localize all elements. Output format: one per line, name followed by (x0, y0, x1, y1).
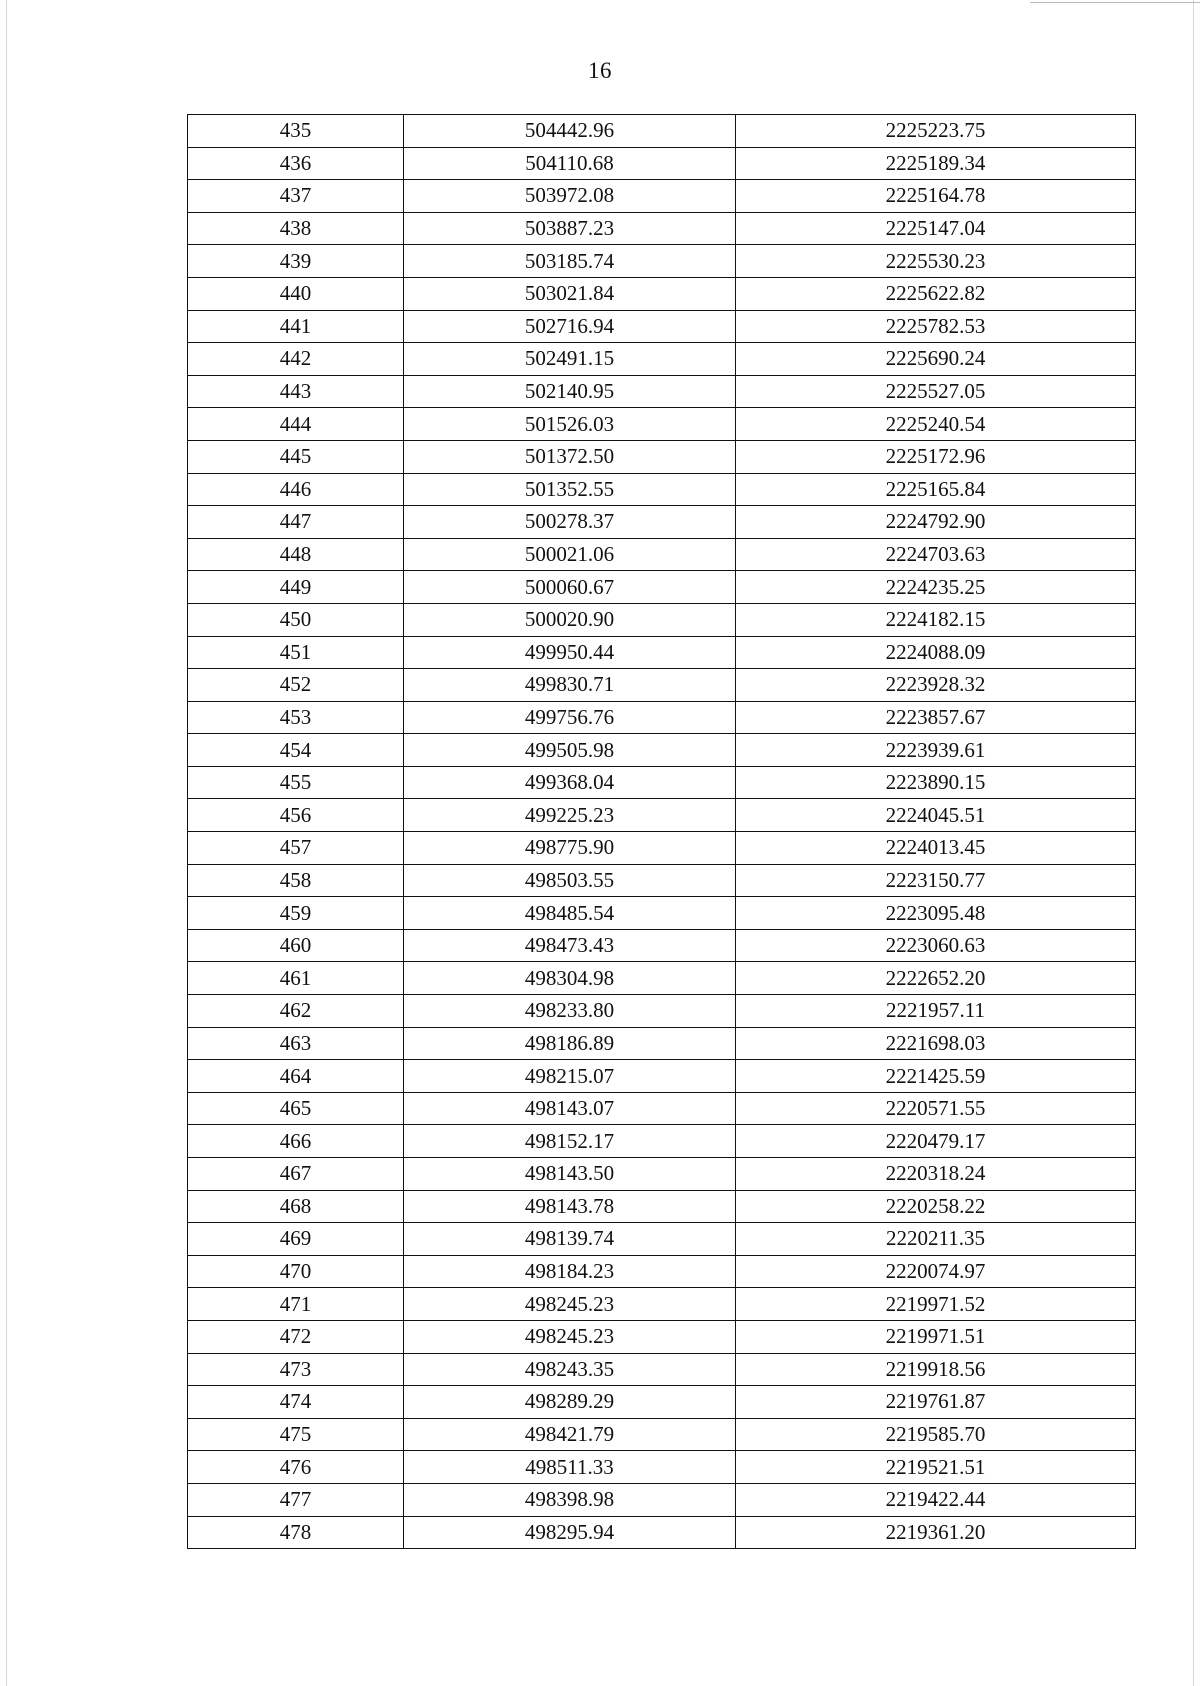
point-number-cell: 442 (188, 343, 404, 376)
table-row (188, 1223, 1136, 1256)
point-number-cell: 447 (188, 506, 404, 539)
y-coordinate-cell: 2225240.54 (736, 408, 1136, 441)
x-coordinate-cell: 500060.67 (404, 571, 736, 604)
x-coordinate-cell: 499225.23 (404, 799, 736, 832)
point-number-cell: 469 (188, 1223, 404, 1256)
y-coordinate-cell: 2225164.78 (736, 180, 1136, 213)
point-number-cell: 435 (188, 115, 404, 148)
y-coordinate-cell: 2224792.90 (736, 506, 1136, 539)
y-coordinate-cell: 2221698.03 (736, 1027, 1136, 1060)
point-number-cell: 466 (188, 1125, 404, 1158)
table-row (188, 277, 1136, 310)
y-coordinate-cell: 2223060.63 (736, 929, 1136, 962)
table-row (188, 408, 1136, 441)
table-row (188, 1125, 1136, 1158)
point-number-cell: 475 (188, 1418, 404, 1451)
y-coordinate-cell: 2220479.17 (736, 1125, 1136, 1158)
x-coordinate-cell: 498289.29 (404, 1386, 736, 1419)
x-coordinate-cell: 499368.04 (404, 766, 736, 799)
x-coordinate-cell: 498245.23 (404, 1320, 736, 1353)
y-coordinate-cell: 2225690.24 (736, 343, 1136, 376)
y-coordinate-cell: 2225530.23 (736, 245, 1136, 278)
table-row (188, 147, 1136, 180)
table-row (188, 799, 1136, 832)
point-number-cell: 458 (188, 864, 404, 897)
x-coordinate-cell: 498421.79 (404, 1418, 736, 1451)
y-coordinate-cell: 2220571.55 (736, 1092, 1136, 1125)
y-coordinate-cell: 2222652.20 (736, 962, 1136, 995)
point-number-cell: 463 (188, 1027, 404, 1060)
x-coordinate-cell: 499756.76 (404, 701, 736, 734)
y-coordinate-cell: 2225189.34 (736, 147, 1136, 180)
y-coordinate-cell: 2225782.53 (736, 310, 1136, 343)
y-coordinate-cell: 2225147.04 (736, 212, 1136, 245)
x-coordinate-cell: 498775.90 (404, 832, 736, 865)
table-row (188, 1027, 1136, 1060)
point-number-cell: 443 (188, 375, 404, 408)
point-number-cell: 444 (188, 408, 404, 441)
x-coordinate-cell: 498186.89 (404, 1027, 736, 1060)
x-coordinate-cell: 500278.37 (404, 506, 736, 539)
point-number-cell: 470 (188, 1255, 404, 1288)
table-row (188, 1386, 1136, 1419)
table-row (188, 995, 1136, 1028)
y-coordinate-cell: 2224045.51 (736, 799, 1136, 832)
x-coordinate-cell: 501352.55 (404, 473, 736, 506)
x-coordinate-cell: 504442.96 (404, 115, 736, 148)
point-number-cell: 474 (188, 1386, 404, 1419)
x-coordinate-cell: 499830.71 (404, 669, 736, 702)
point-number-cell: 437 (188, 180, 404, 213)
table-row (188, 832, 1136, 865)
x-coordinate-cell: 502140.95 (404, 375, 736, 408)
x-coordinate-cell: 502716.94 (404, 310, 736, 343)
table-row (188, 1158, 1136, 1191)
table-row (188, 180, 1136, 213)
table-row (188, 310, 1136, 343)
scan-edge-right (1193, 0, 1194, 1686)
y-coordinate-cell: 2220318.24 (736, 1158, 1136, 1191)
x-coordinate-cell: 501372.50 (404, 440, 736, 473)
table-row (188, 245, 1136, 278)
table-row (188, 636, 1136, 669)
table-row (188, 115, 1136, 148)
table-row (188, 1483, 1136, 1516)
y-coordinate-cell: 2223150.77 (736, 864, 1136, 897)
point-number-cell: 438 (188, 212, 404, 245)
y-coordinate-cell: 2219971.51 (736, 1320, 1136, 1353)
y-coordinate-cell: 2225622.82 (736, 277, 1136, 310)
x-coordinate-cell: 503972.08 (404, 180, 736, 213)
table-row (188, 929, 1136, 962)
table-row (188, 897, 1136, 930)
table-row (188, 766, 1136, 799)
point-number-cell: 460 (188, 929, 404, 962)
y-coordinate-cell: 2219585.70 (736, 1418, 1136, 1451)
point-number-cell: 478 (188, 1516, 404, 1549)
y-coordinate-cell: 2223890.15 (736, 766, 1136, 799)
point-number-cell: 476 (188, 1451, 404, 1484)
point-number-cell: 465 (188, 1092, 404, 1125)
table-row (188, 864, 1136, 897)
point-number-cell: 452 (188, 669, 404, 702)
point-number-cell: 441 (188, 310, 404, 343)
x-coordinate-cell: 500020.90 (404, 603, 736, 636)
point-number-cell: 445 (188, 440, 404, 473)
y-coordinate-cell: 2219971.52 (736, 1288, 1136, 1321)
x-coordinate-cell: 498215.07 (404, 1060, 736, 1093)
x-coordinate-cell: 498398.98 (404, 1483, 736, 1516)
x-coordinate-cell: 498143.78 (404, 1190, 736, 1223)
x-coordinate-cell: 503185.74 (404, 245, 736, 278)
y-coordinate-cell: 2224235.25 (736, 571, 1136, 604)
table-row (188, 1320, 1136, 1353)
point-number-cell: 436 (188, 147, 404, 180)
y-coordinate-cell: 2223928.32 (736, 669, 1136, 702)
table-row (188, 1288, 1136, 1321)
x-coordinate-cell: 498152.17 (404, 1125, 736, 1158)
x-coordinate-cell: 498304.98 (404, 962, 736, 995)
point-number-cell: 477 (188, 1483, 404, 1516)
x-coordinate-cell: 498139.74 (404, 1223, 736, 1256)
y-coordinate-cell: 2223857.67 (736, 701, 1136, 734)
point-number-cell: 448 (188, 538, 404, 571)
y-coordinate-cell: 2219361.20 (736, 1516, 1136, 1549)
table-row (188, 701, 1136, 734)
y-coordinate-cell: 2219521.51 (736, 1451, 1136, 1484)
table-row (188, 1092, 1136, 1125)
page-number: 16 (588, 58, 612, 83)
point-number-cell: 468 (188, 1190, 404, 1223)
y-coordinate-cell: 2219422.44 (736, 1483, 1136, 1516)
table-row (188, 1418, 1136, 1451)
table-row (188, 212, 1136, 245)
y-coordinate-cell: 2220074.97 (736, 1255, 1136, 1288)
point-number-cell: 456 (188, 799, 404, 832)
y-coordinate-cell: 2225527.05 (736, 375, 1136, 408)
y-coordinate-cell: 2224088.09 (736, 636, 1136, 669)
x-coordinate-cell: 498473.43 (404, 929, 736, 962)
table-row (188, 669, 1136, 702)
y-coordinate-cell: 2220211.35 (736, 1223, 1136, 1256)
x-coordinate-cell: 498503.55 (404, 864, 736, 897)
point-number-cell: 473 (188, 1353, 404, 1386)
point-number-cell: 471 (188, 1288, 404, 1321)
table-row (188, 962, 1136, 995)
point-number-cell: 453 (188, 701, 404, 734)
y-coordinate-cell: 2224182.15 (736, 603, 1136, 636)
point-number-cell: 459 (188, 897, 404, 930)
x-coordinate-cell: 504110.68 (404, 147, 736, 180)
point-number-cell: 454 (188, 734, 404, 767)
x-coordinate-cell: 498485.54 (404, 897, 736, 930)
coordinate-table-body (188, 115, 1136, 1549)
scan-edge-left (6, 0, 7, 1686)
y-coordinate-cell: 2223939.61 (736, 734, 1136, 767)
x-coordinate-cell: 498233.80 (404, 995, 736, 1028)
y-coordinate-cell: 2221425.59 (736, 1060, 1136, 1093)
scan-edge-top (1030, 2, 1200, 3)
table-row (188, 343, 1136, 376)
point-number-cell: 451 (188, 636, 404, 669)
coordinate-table (187, 114, 1136, 1549)
table-row (188, 440, 1136, 473)
point-number-cell: 464 (188, 1060, 404, 1093)
x-coordinate-cell: 503887.23 (404, 212, 736, 245)
y-coordinate-cell: 2224703.63 (736, 538, 1136, 571)
point-number-cell: 462 (188, 995, 404, 1028)
x-coordinate-cell: 500021.06 (404, 538, 736, 571)
x-coordinate-cell: 503021.84 (404, 277, 736, 310)
table-row (188, 1451, 1136, 1484)
table-row (188, 1516, 1136, 1549)
table-row (188, 1060, 1136, 1093)
table-row (188, 603, 1136, 636)
point-number-cell: 446 (188, 473, 404, 506)
point-number-cell: 467 (188, 1158, 404, 1191)
y-coordinate-cell: 2224013.45 (736, 832, 1136, 865)
x-coordinate-cell: 498143.07 (404, 1092, 736, 1125)
x-coordinate-cell: 498243.35 (404, 1353, 736, 1386)
x-coordinate-cell: 499950.44 (404, 636, 736, 669)
x-coordinate-cell: 498511.33 (404, 1451, 736, 1484)
point-number-cell: 440 (188, 277, 404, 310)
table-row (188, 375, 1136, 408)
x-coordinate-cell: 498245.23 (404, 1288, 736, 1321)
table-row (188, 1353, 1136, 1386)
y-coordinate-cell: 2219761.87 (736, 1386, 1136, 1419)
table-row (188, 571, 1136, 604)
table-row (188, 734, 1136, 767)
y-coordinate-cell: 2223095.48 (736, 897, 1136, 930)
x-coordinate-cell: 499505.98 (404, 734, 736, 767)
point-number-cell: 450 (188, 603, 404, 636)
y-coordinate-cell: 2225165.84 (736, 473, 1136, 506)
y-coordinate-cell: 2219918.56 (736, 1353, 1136, 1386)
point-number-cell: 461 (188, 962, 404, 995)
table-row (188, 473, 1136, 506)
point-number-cell: 457 (188, 832, 404, 865)
x-coordinate-cell: 498295.94 (404, 1516, 736, 1549)
table-row (188, 538, 1136, 571)
x-coordinate-cell: 502491.15 (404, 343, 736, 376)
y-coordinate-cell: 2220258.22 (736, 1190, 1136, 1223)
y-coordinate-cell: 2225172.96 (736, 440, 1136, 473)
x-coordinate-cell: 498184.23 (404, 1255, 736, 1288)
y-coordinate-cell: 2221957.11 (736, 995, 1136, 1028)
table-row (188, 506, 1136, 539)
x-coordinate-cell: 501526.03 (404, 408, 736, 441)
x-coordinate-cell: 498143.50 (404, 1158, 736, 1191)
point-number-cell: 439 (188, 245, 404, 278)
point-number-cell: 449 (188, 571, 404, 604)
point-number-cell: 472 (188, 1320, 404, 1353)
y-coordinate-cell: 2225223.75 (736, 115, 1136, 148)
table-row (188, 1255, 1136, 1288)
table-row (188, 1190, 1136, 1223)
point-number-cell: 455 (188, 766, 404, 799)
